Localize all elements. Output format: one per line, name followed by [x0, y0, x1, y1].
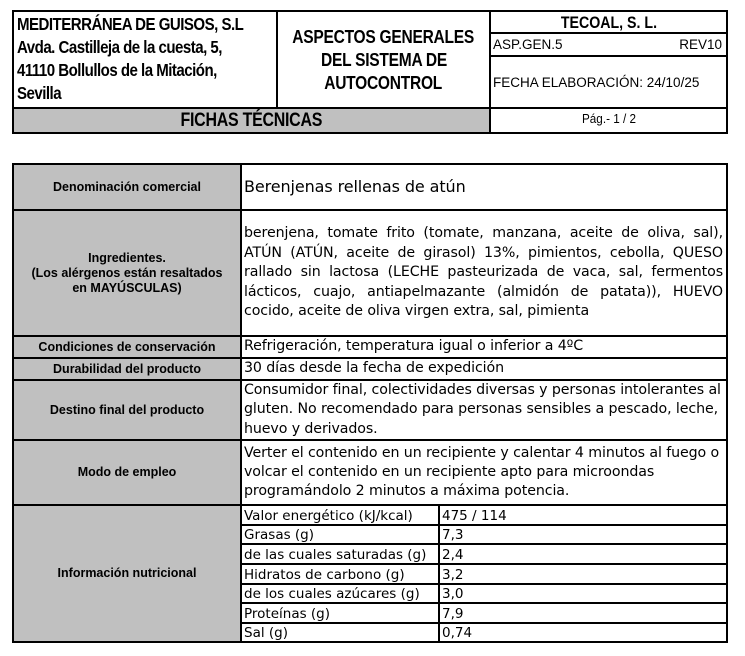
row-durabilidad: [13, 358, 727, 380]
nutrient-value: 475 / 114: [439, 506, 726, 525]
title-line-2: DEL SISTEMA DE: [320, 49, 447, 70]
nutrition-row: [242, 544, 726, 564]
title-line-1: ASPECTOS GENERALES: [292, 26, 475, 47]
nutrition-row: [242, 623, 726, 642]
row-nutricion: [13, 505, 727, 642]
nutrition-row: [242, 603, 726, 623]
label-ingredientes-line-3: en MAYÚSCULAS): [72, 280, 182, 295]
value-denominacion: Berenjenas rellenas de atún: [241, 164, 727, 210]
document-title: [278, 12, 489, 107]
section-bar: [14, 107, 726, 132]
nutrient-name: Hidratos de carbono (g): [242, 564, 439, 584]
value-conservacion: Refrigeración, temperatura igual o inferior a 4ºC: [241, 336, 727, 358]
page-number-cell: [489, 109, 726, 132]
company-address-city: 41110 Bollullos de la Mitación,: [17, 60, 217, 80]
elaboration-date-row: [491, 57, 726, 107]
section-title-cell: [14, 109, 489, 132]
nutrient-value: 0,74: [442, 625, 473, 642]
revision-number: REV10: [679, 37, 722, 52]
nutrient-value: 7,9: [439, 603, 726, 623]
nutrition-cell: [241, 505, 727, 642]
document-header: [12, 10, 728, 134]
page-number: Pág.- 1 / 2: [581, 111, 636, 126]
nutrient-name: Grasas (g): [242, 525, 439, 545]
row-ingredientes: [13, 210, 727, 336]
document-control-info: [489, 12, 726, 107]
title-line-3: AUTOCONTROL: [324, 72, 443, 93]
row-modo-empleo: [13, 440, 727, 505]
nutrient-value: 7,3: [439, 525, 726, 545]
nutrient-name: de los cuales azúcares (g): [242, 584, 439, 604]
code-revision-row: [491, 34, 726, 57]
label-nutricion: Información nutricional: [13, 505, 241, 642]
issuer-row: [491, 12, 726, 34]
nutrient-value: 3,0: [439, 584, 726, 604]
nutrition-table: [242, 506, 726, 641]
technical-sheet-table: [12, 163, 728, 643]
label-modo-empleo: Modo de empleo: [13, 440, 241, 505]
label-destino: Destino final del producto: [13, 380, 241, 440]
label-ingredientes: [13, 210, 241, 336]
nutrient-name: Valor energético (kJ/kcal): [242, 506, 439, 525]
label-denominacion: Denominación comercial: [13, 164, 241, 210]
label-conservacion: Condiciones de conservación: [13, 336, 241, 358]
row-destino: [13, 380, 727, 440]
label-durabilidad: Durabilidad del producto: [13, 358, 241, 380]
nutrition-row: [242, 506, 726, 525]
value-ingredientes: berenjena, tomate frito (tomate, manzana, aceite de oliva, sal), ATÚN (ATÚN, aceite de girasol) 13%, pimientos, cebolla, QUESO rallado sin lactosa (LECHE pasteurizada de vaca, sal, fermentos lácticos, cuajo, antiapelmazante (almidón de patata)), HUEVO cocido, aceite de oliva virgen extra, sal, pimienta: [241, 210, 727, 336]
nutrition-row: [242, 525, 726, 545]
row-denominacion: [13, 164, 727, 210]
company-name: MEDITERRÁNEA DE GUISOS, S.L: [17, 14, 244, 34]
nutrition-row: [242, 584, 726, 604]
nutrient-value: 3,2: [439, 564, 726, 584]
document-code: ASP.GEN.5: [493, 37, 563, 52]
value-destino: Consumidor final, colectividades diversas y personas intolerantes al gluten. No recomendado para personas sensibles a pescado, leche, huevo y derivados.: [241, 380, 727, 440]
nutrient-value: 2,4: [439, 544, 726, 564]
company-address-province: Sevilla: [17, 83, 62, 103]
label-ingredientes-line-1: Ingredientes.: [88, 250, 166, 265]
label-ingredientes-line-2: (Los alérgenos están resaltados: [31, 265, 223, 280]
nutrient-name: Proteínas (g): [242, 603, 439, 623]
nutrient-name: de las cuales saturadas (g): [242, 544, 439, 564]
company-address-street: Avda. Castilleja de la cuesta, 5,: [17, 37, 222, 57]
row-conservacion: [13, 336, 727, 358]
value-modo-empleo: Verter el contenido en un recipiente y calentar 4 minutos al fuego o volcar el contenido en un recipiente apto para microondas programándolo 2 minutos a máxima potencia.: [241, 440, 727, 505]
value-durabilidad: 30 días desde la fecha de expedición: [241, 358, 727, 380]
elaboration-date: FECHA ELABORACIÓN: 24/10/25: [493, 74, 700, 90]
issuer-name: TECOAL, S. L.: [560, 14, 657, 32]
section-title: FICHAS TÉCNICAS: [180, 110, 323, 131]
nutrient-name: Sal (g): [242, 623, 439, 642]
nutrition-row: [242, 564, 726, 584]
company-info: [14, 12, 278, 107]
